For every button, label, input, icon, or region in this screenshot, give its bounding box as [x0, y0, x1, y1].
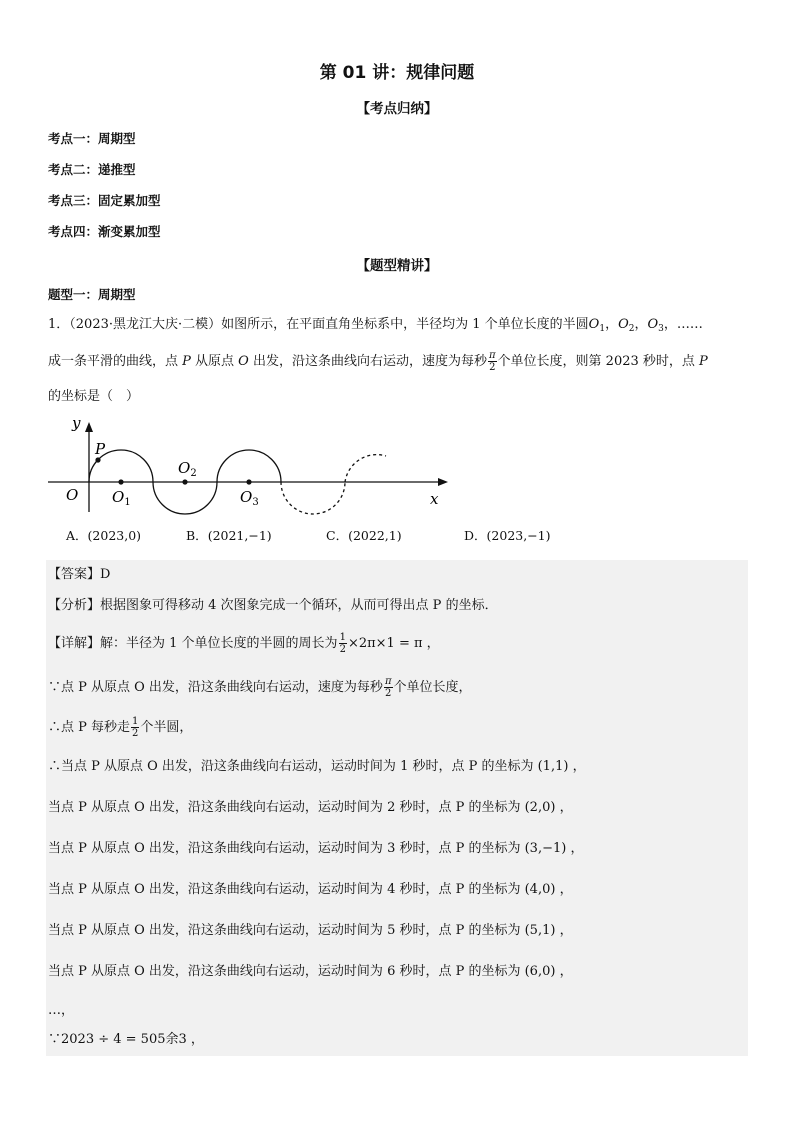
option-d: D．(2023,−1): [464, 528, 551, 543]
label-o3: $O_3$: [240, 488, 259, 508]
label-p: P: [95, 440, 106, 458]
tixing-label: 题型一：周期型: [48, 287, 136, 302]
option-b: B．(2021,−1): [186, 528, 272, 543]
step-time-5: 当点 P 从原点 O 出发，沿这条曲线向右运动，运动时间为 5 秒时，点 P 的坐标为 (5,1) ，: [48, 923, 573, 938]
problem-line-1: 1．（2023·黑龙江大庆·二模）如图所示，在平面直角坐标系中，半径均为 1 个单位长度的半圆$O_1$，$O_2$，$O_3$，……: [48, 317, 703, 334]
detail-line: 【详解】解：半径为 1 个单位长度的半圆的周长为 $\frac{1}{2}$ ×2π×1 = π ，: [48, 632, 440, 655]
analysis-line: 【分析】根据图象可得移动 4 次图象完成一个循环，从而可得出点 P 的坐标．: [48, 598, 498, 613]
point-o1: [118, 479, 123, 484]
curve-graph: [44, 412, 464, 524]
step-time-4: 当点 P 从原点 O 出发，沿这条曲线向右运动，运动时间为 4 秒时，点 P 的坐标为 (4,0) ，: [48, 882, 573, 897]
page-title: 第 01 讲：规律问题: [319, 63, 475, 83]
point-p: [95, 457, 100, 462]
step-time-1: ∴当点 P 从原点 O 出发，沿这条曲线向右运动，运动时间为 1 秒时，点 P 的坐标为 (1,1) ，: [48, 759, 586, 774]
answer-line: 【答案】D: [48, 567, 111, 582]
semicircle-2: [153, 482, 217, 514]
semicircle-4-dashed: [281, 482, 345, 514]
kaodian-item: 考点一：周期型: [48, 131, 136, 146]
step-time-2: 当点 P 从原点 O 出发，沿这条曲线向右运动，运动时间为 2 秒时，点 P 的坐标为 (2,0) ，: [48, 800, 573, 815]
option-a: A．(2023,0): [66, 528, 142, 543]
label-y: y: [72, 414, 81, 432]
y-axis-arrow: [85, 422, 93, 432]
point-o3: [246, 479, 251, 484]
step-half-circle: ∴点 P 每秒走 $\frac{1}{2}$ 个半圆，: [48, 716, 193, 739]
tixing-header: 【题型精讲】: [356, 258, 438, 274]
ellipsis-line: …，: [48, 1003, 75, 1018]
kaodian-header: 【考点归纳】: [356, 101, 438, 117]
option-c: C．(2022,1): [326, 528, 402, 543]
x-axis-arrow: [438, 478, 448, 486]
point-o2: [182, 479, 187, 484]
label-o1: $O_1$: [112, 488, 131, 508]
label-x: x: [430, 490, 439, 508]
label-o: O: [66, 486, 79, 504]
problem-line-3: 的坐标是（ ）: [48, 389, 140, 404]
final-line: ∵2023 ÷ 4 = 505余3 ，: [48, 1032, 204, 1047]
semicircle-3: [217, 450, 281, 482]
step-time-6: 当点 P 从原点 O 出发，沿这条曲线向右运动，运动时间为 6 秒时，点 P 的坐标为 (6,0) ，: [48, 964, 573, 979]
kaodian-item: 考点三：固定累加型: [48, 193, 161, 208]
problem-line-2: 成一条平滑的曲线，点 P 从原点 O 出发，沿这条曲线向右运动，速度为每秒 $\frac{\pi}{2}$ 个单位长度，则第 2023 秒时，点 P: [48, 350, 708, 373]
kaodian-item: 考点二：递推型: [48, 162, 136, 177]
semicircle-5-dashed: [345, 455, 386, 482]
step-speed: ∵点 P 从原点 O 出发，沿这条曲线向右运动，速度为每秒 $\frac{\pi}{2}$ 个单位长度，: [48, 676, 472, 699]
kaodian-item: 考点四：渐变累加型: [48, 224, 161, 239]
label-o2: $O_2$: [178, 459, 197, 479]
step-time-3: 当点 P 从原点 O 出发，沿这条曲线向右运动，运动时间为 3 秒时，点 P 的坐标为 (3,−1) ，: [48, 841, 584, 856]
